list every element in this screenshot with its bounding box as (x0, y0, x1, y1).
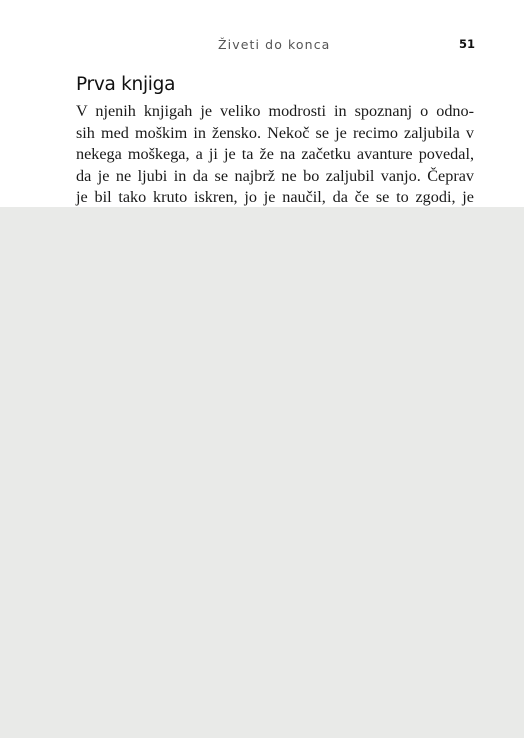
running-head (0, 37, 524, 55)
text-line: da je ne ljubi in da se najbrž ne bo zaljubil vanjo. Čeprav (76, 166, 474, 185)
loading-placeholder-panel (0, 207, 524, 738)
text-line: je bil tako kruto iskren, jo je naučil, da če se to zgodi, je (76, 188, 474, 206)
text-line: V njenih knjigah je veliko modrosti in spoznanj o odno- (76, 102, 474, 120)
page-number: 51 (459, 37, 476, 51)
section-heading: Prva knjiga (76, 74, 176, 95)
text-line: sih med moškim in žensko. Nekoč se je recimo zaljubila v (76, 123, 474, 142)
running-title: Živeti do konca (218, 37, 331, 52)
text-line: nekega moškega, a ji je ta že na začetku avanture povedal, (76, 145, 474, 163)
